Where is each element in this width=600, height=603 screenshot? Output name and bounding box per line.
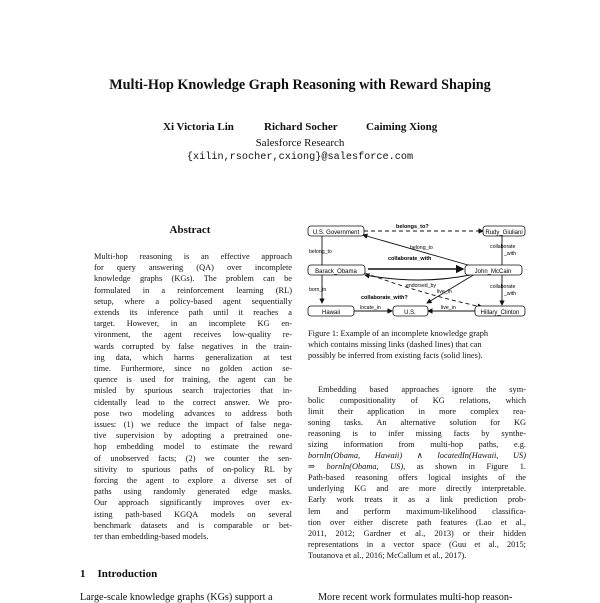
body-line: representations in a vector space (Guu et al., 2015; — [308, 539, 526, 549]
label-collaborate-with-mid: collaborate_with — [388, 256, 432, 262]
author-list — [0, 121, 600, 137]
label-located-in: locate_in — [360, 305, 381, 311]
label-live-in-mid: live_in — [437, 289, 452, 295]
label-collaborate-with-right1: collaborate — [490, 244, 516, 250]
abstract-line: time. Furthermore, since no golden action se- — [94, 364, 292, 374]
body-line: soning tasks. An alternative solution for KG — [308, 418, 526, 428]
label-belong-to-left: belong_to — [309, 249, 332, 255]
label-collaborate-with-right2b: _with — [504, 291, 517, 297]
author-name: Richard Socher — [264, 121, 338, 133]
abstract-line: vironment, the agent receives low-quality re- — [94, 330, 292, 340]
abstract-line: target. However, in an incomplete KG en- — [94, 319, 292, 329]
abstract-line: formulated in a reinforcement learning (RL) — [94, 285, 292, 295]
abstract-line: of unobserved facts; (2) we counter the sen- — [94, 453, 292, 463]
abstract-line: tive supervision by adopting a pretrained one- — [94, 431, 292, 441]
abstract-line: forcing the agent to explore a diverse set of — [94, 476, 292, 486]
edge-endorsed-by — [365, 275, 470, 280]
abstract-line: ing data, which harms generalization at test — [94, 352, 292, 362]
svg-text:Barack_Obama: Barack_Obama — [315, 269, 357, 275]
body-line: limit their application in more complex rea- — [308, 407, 526, 417]
figure-caption — [308, 328, 526, 362]
svg-text:Hillary_Clinton: Hillary_Clinton — [480, 310, 520, 316]
abstract-line: issues: (1) we reduce the impact of false nega- — [94, 420, 292, 430]
label-collaborate-with-q: collaborate_with? — [361, 295, 408, 301]
abstract-line: hop embedding model to estimate the reward — [94, 442, 292, 452]
abstract-line: setup, where a policy-based agent sequentially — [94, 296, 292, 306]
body-line: Path-based reasoning offers logical insights of the — [308, 473, 526, 483]
label-endorsed-by: endorsed_by — [406, 283, 436, 289]
abstract-heading: Abstract — [169, 224, 211, 236]
svg-text:U.S. Government: U.S. Government — [312, 230, 360, 236]
body-line-formula: bornIn(Obama, Hawaii) ∧ locatedIn(Hawaii, US) — [308, 451, 526, 461]
svg-text:Hawaii: Hawaii — [321, 310, 341, 316]
abstract-line: sitivity to spurious paths of on-policy RL by — [94, 464, 292, 474]
abstract-line: ter than embedding-based models. — [94, 532, 209, 542]
body-line-continuation: More recent work formulates multi-hop reason- — [318, 592, 513, 603]
label-born-in: born_in — [309, 287, 327, 293]
section-number: 1 — [80, 568, 86, 580]
knowledge-graph-figure — [305, 215, 530, 320]
abstract-line: cidentally lead to the correct answer. We pro- — [94, 397, 292, 407]
author-name: Xi Victoria Lin — [163, 121, 234, 133]
body-line: bolic compositionality of KG relations, which — [308, 396, 526, 406]
body-line: 2011, 2012; Gardner et al., 2013) or their hidden — [308, 528, 526, 538]
section-title: Introduction — [97, 568, 158, 580]
body-line: underlying KG and are more directly interpretable. — [308, 484, 526, 494]
body-line: tion over either discrete path features (Lao et al., — [308, 517, 526, 527]
abstract-line: Our approach significantly improves over ex- — [94, 498, 292, 508]
formula-span: ⇒ bornIn(Obama, US) — [308, 462, 404, 472]
abstract-line: pose two modeling advances to address both — [94, 408, 292, 418]
abstract-line: benchmark datasets and is comparable or bet- — [94, 520, 292, 530]
section-heading — [80, 568, 157, 580]
abstract-line: extends its inference path until it reaches a — [94, 308, 292, 318]
node-hillary-clinton — [475, 306, 525, 316]
body-line: Early work treats it as a link prediction prob- — [308, 495, 526, 505]
body-line: lem and perform maximum-likelihood classifica- — [308, 506, 526, 516]
abstract-line: for query answering (QA) over incomplete — [94, 263, 292, 273]
intro-first-line: Large-scale knowledge graphs (KGs) support a — [80, 592, 273, 603]
author-name: Caiming Xiong — [366, 121, 438, 133]
caption-line: possibly be inferred from existing facts (solid lines). — [308, 351, 483, 361]
abstract-line: quence is used for training, the agent can be — [94, 375, 292, 385]
right-column-body — [308, 384, 526, 561]
node-barack-obama — [308, 265, 365, 275]
node-john-mccain — [465, 265, 522, 275]
svg-text:John_McCain: John_McCain — [474, 269, 512, 275]
body-line: Embedding based approaches ignore the sym- — [318, 385, 526, 394]
caption-line: Figure 1: Example of an incomplete knowledge graph — [308, 329, 489, 338]
abstract-line: misled by spurious search trajectories that in- — [94, 386, 292, 396]
node-us — [393, 306, 428, 316]
body-line: reasoning is to infer missing facts by synthe- — [308, 429, 526, 439]
affiliation: Salesforce Research — [255, 137, 345, 149]
label-belongs-to-q: belongs_to? — [396, 224, 429, 230]
abstract-body — [94, 251, 292, 542]
abstract-line: knowledge graphs (KGs). The problem can be — [94, 274, 292, 284]
abstract-line: Multi-hop reasoning is an effective approach — [94, 252, 292, 261]
label-collaborate-with-right2: collaborate — [490, 284, 516, 290]
edge-belong-to-mid — [363, 235, 475, 267]
node-rudy-giuliani — [483, 226, 525, 236]
label-live-in-right: live_in — [441, 305, 456, 311]
node-hawaii — [308, 306, 354, 316]
node-us-government — [308, 226, 364, 236]
caption-line: which contains missing links (dashed lines) that can — [308, 340, 482, 350]
abstract-line: paths using randomly generated edge masks. — [94, 487, 292, 497]
author-email: {xilin,rsocher,cxiong}@salesforce.com — [186, 152, 414, 163]
body-line: sizing information from multi-hop paths, e.g. — [308, 440, 526, 450]
body-line: Toutanova et al., 2016; McCallum et al., 2017). — [308, 550, 467, 560]
text-span: , as shown in Figure 1. — [403, 462, 526, 472]
abstract-line: wards corrupted by false negatives in the train- — [94, 341, 292, 351]
paper-title: Multi-Hop Knowledge Graph Reasoning with Reward Shaping — [109, 77, 491, 93]
label-collaborate-with-right1b: _with — [504, 251, 517, 257]
svg-text:U.S.: U.S. — [404, 310, 416, 316]
svg-text:Rudy_Giuliani: Rudy_Giuliani — [485, 230, 523, 236]
abstract-line: isting path-based KGQA models on several — [94, 509, 292, 519]
body-line — [308, 461, 526, 472]
label-belong-to-mid: belong_to — [410, 245, 433, 251]
